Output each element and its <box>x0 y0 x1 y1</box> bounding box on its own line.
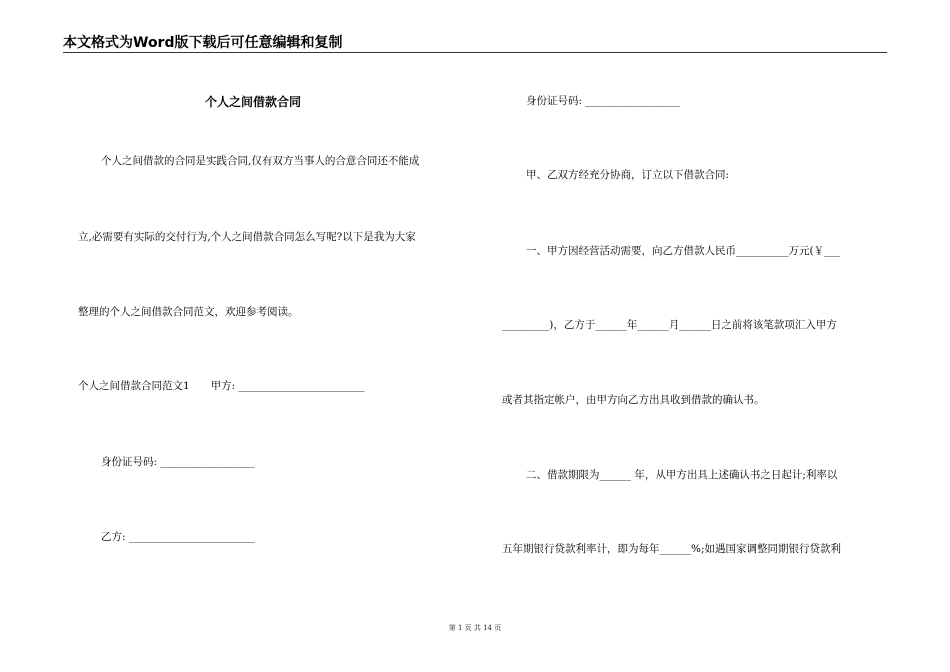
header-divider <box>63 52 887 53</box>
negotiation-intro: 甲、乙双方经充分协商，订立以下借款合同: <box>526 169 730 181</box>
party-b-id-number: 身份证号码: __________________ <box>526 95 680 107</box>
sample-heading-party-a: 个人之间借款合同范文1 甲方: ________________________ <box>78 380 365 392</box>
party-b-line: 乙方: ________________________ <box>101 531 255 543</box>
page-number: 第 1 页 共 14 页 <box>448 624 502 632</box>
left-paragraph-line-1: 个人之间借款的合同是实践合同,仅有双方当事人的合意合同还不能成 <box>101 155 420 167</box>
party-a-id-number: 身份证号码: __________________ <box>101 456 255 468</box>
document-header: 本文格式为Word版下载后可任意编辑和复制 <box>63 35 343 51</box>
clause-1-line-1: 一、甲方因经营活动需要，向乙方借款人民币__________万元(￥___ <box>526 245 840 257</box>
left-paragraph-line-2: 立,必需要有实际的交付行为,个人之间借款合同怎么写呢?以下是我为大家 <box>78 231 416 243</box>
clause-1-line-2: _________)，乙方于______年______月______日之前将该笔款项汇入甲方 <box>502 319 837 331</box>
clause-1-line-3: 或者其指定帐户，由甲方向乙方出具收到借款的确认书。 <box>502 394 765 406</box>
contract-title: 个人之间借款合同 <box>205 95 302 109</box>
left-paragraph-line-3: 整理的个人之间借款合同范文，欢迎参考阅读。 <box>78 306 299 318</box>
clause-2-line-2: 五年期银行贷款利率计，即为每年______%;如遇国家调整同期银行贷款利 <box>502 543 842 555</box>
clause-2-line-1: 二、借款期限为______ 年，从甲方出具上述确认书之日起计;利率以 <box>526 469 838 481</box>
